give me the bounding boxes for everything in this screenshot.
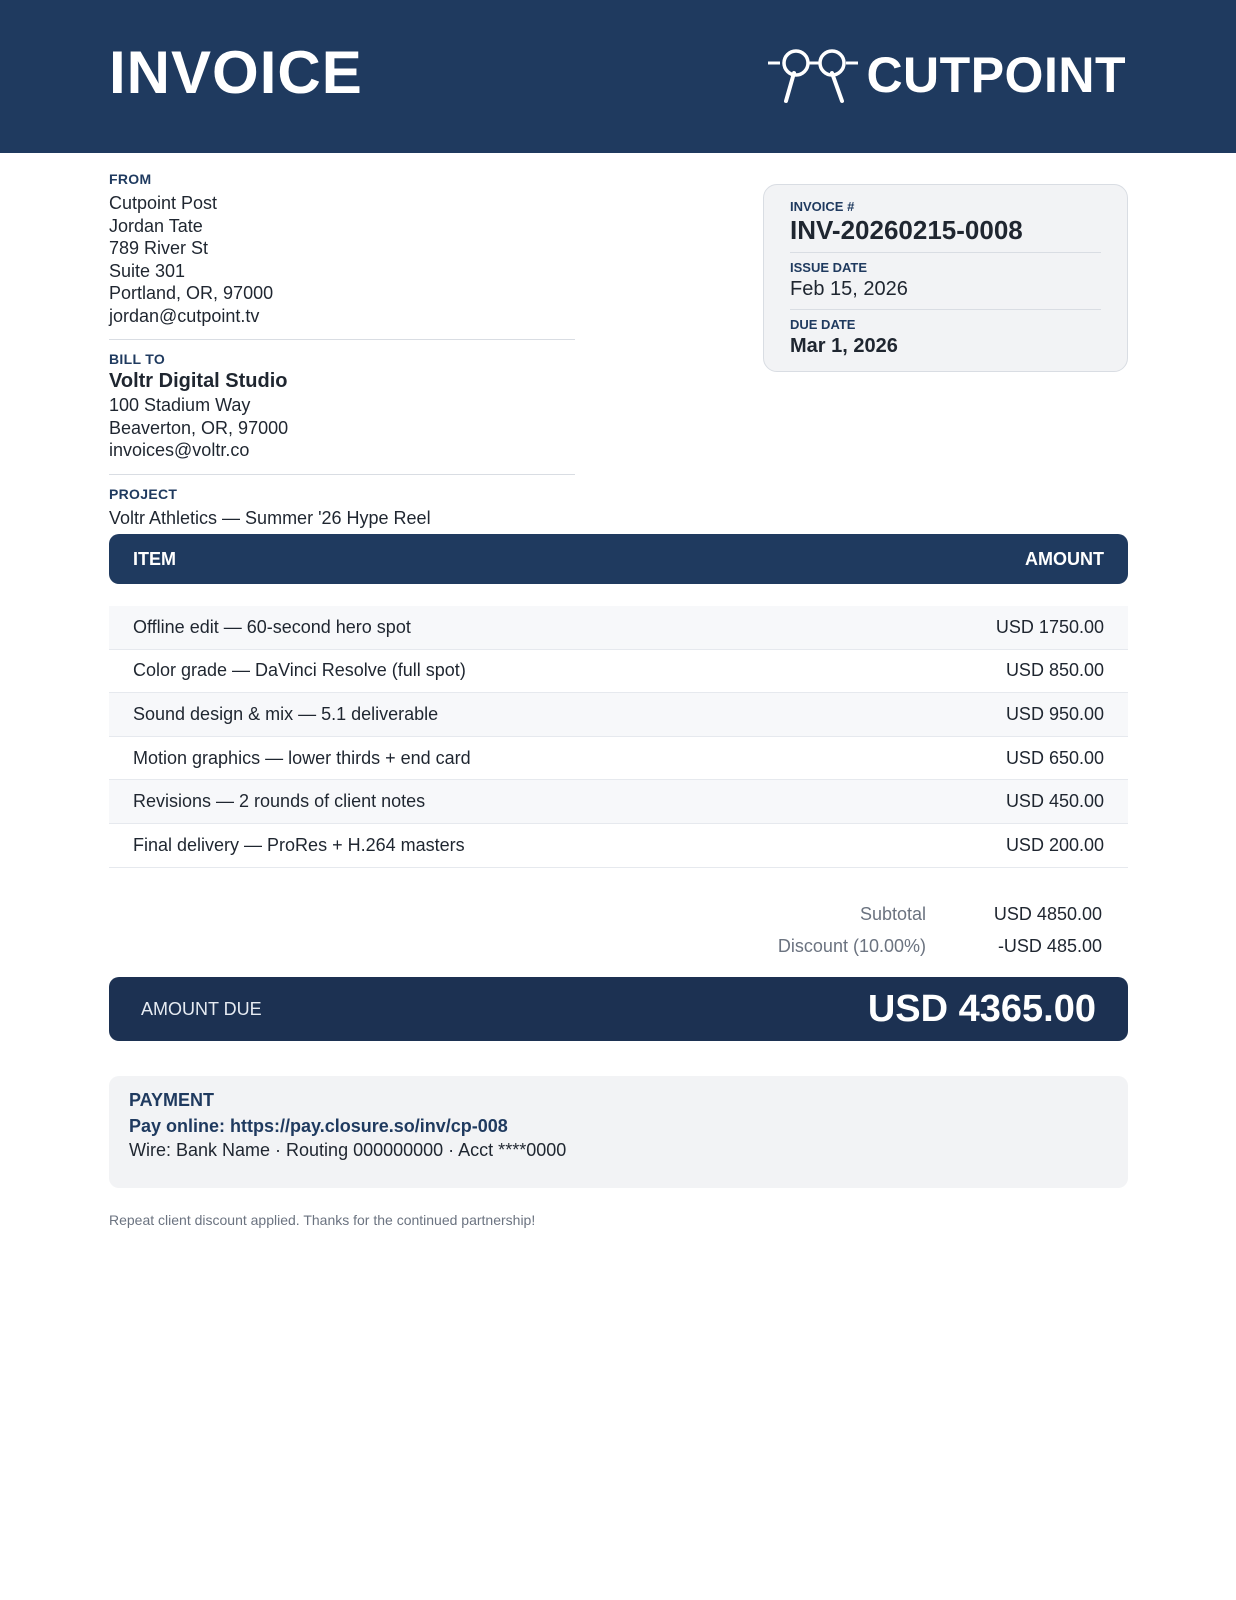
- issue-date: Feb 15, 2026: [790, 278, 908, 300]
- item-description: Color grade — DaVinci Resolve (full spot): [133, 660, 466, 681]
- from-address1: 789 River St: [109, 238, 209, 258]
- bill-to-address1: 100 Stadium Way: [109, 395, 251, 415]
- item-amount: USD 1750.00: [995, 616, 1104, 637]
- item-amount: USD 450.00: [1005, 791, 1104, 812]
- invoice-number: INV-20260215-0008: [790, 215, 1023, 245]
- table-row: [109, 780, 1128, 824]
- line-items-header: [109, 534, 1128, 584]
- item-amount: USD 950.00: [1005, 703, 1104, 724]
- item-description: Final delivery — ProRes + H.264 masters: [133, 834, 465, 855]
- invoice-number-label: INVOICE #: [790, 199, 855, 214]
- bill-to-company: Voltr Digital Studio: [109, 370, 288, 392]
- invoice-meta-card: [763, 184, 1128, 372]
- due-date-label: DUE DATE: [790, 317, 856, 332]
- project-name: Voltr Athletics — Summer '26 Hype Reel: [109, 507, 431, 528]
- parties-section: [109, 170, 575, 529]
- amount-due-bar: [109, 977, 1128, 1041]
- table-row: [109, 693, 1128, 737]
- bill-to-label: BILL TO: [109, 351, 166, 367]
- footer-note: Repeat client discount applied. Thanks for the continued partnership!: [109, 1212, 536, 1228]
- project-label: PROJECT: [109, 485, 178, 502]
- item-amount: USD 850.00: [1005, 660, 1104, 681]
- subtotal-value: USD 4850.00: [993, 903, 1102, 924]
- from-email: jordan@cutpoint.tv: [109, 305, 260, 326]
- table-row: [109, 824, 1128, 868]
- pay-online-link[interactable]: Pay online: https://pay.closure.so/inv/cp-008: [129, 1116, 508, 1136]
- glasses-logo-icon: [766, 45, 862, 105]
- item-description: Sound design & mix — 5.1 deliverable: [133, 703, 439, 724]
- item-description: Offline edit — 60-second hero spot: [133, 616, 411, 637]
- from-city: Portland, OR, 97000: [109, 283, 274, 303]
- divider: [109, 339, 575, 340]
- table-row: [109, 650, 1128, 694]
- from-label: FROM: [109, 171, 152, 187]
- item-amount: USD 650.00: [1005, 747, 1104, 768]
- bill-to-email: invoices@voltr.co: [109, 440, 250, 460]
- from-name: Jordan Tate: [109, 215, 203, 236]
- subtotal-label: Subtotal: [859, 903, 926, 924]
- amount-due-value: USD 4365.00: [867, 987, 1096, 1030]
- item-description: Motion graphics — lower thirds + end card: [133, 747, 471, 768]
- brand-name: CUTPOINT: [866, 47, 1126, 103]
- due-date: Mar 1, 2026: [790, 335, 898, 357]
- payment-section: [109, 1076, 1128, 1188]
- amount-due-label: AMOUNT DUE: [141, 998, 262, 1019]
- table-row: [109, 737, 1128, 781]
- discount-value: -USD 485.00: [997, 935, 1102, 956]
- subtotal-row: [502, 898, 1102, 930]
- item-description: Revisions — 2 rounds of client notes: [133, 791, 426, 812]
- invoice-header: [0, 0, 1236, 153]
- amount-column-header: AMOUNT: [1025, 548, 1104, 569]
- wire-details: Wire: Bank Name · Routing 000000000 · Acct ****0000: [129, 1140, 567, 1160]
- line-items-table: [109, 606, 1128, 868]
- discount-row: [502, 930, 1102, 962]
- issue-date-label: ISSUE DATE: [790, 260, 868, 275]
- discount-label: Discount (10.00%): [777, 935, 926, 956]
- payment-label: PAYMENT: [129, 1090, 215, 1110]
- item-column-header: ITEM: [133, 548, 176, 569]
- table-row: [109, 606, 1128, 650]
- divider: [790, 309, 1101, 310]
- from-company: Cutpoint Post: [109, 193, 218, 213]
- item-amount: USD 200.00: [1005, 834, 1104, 855]
- totals-section: [502, 898, 1102, 962]
- brand: [766, 44, 1126, 106]
- bill-to-city: Beaverton, OR, 97000: [109, 417, 289, 438]
- invoice-title: INVOICE: [109, 39, 363, 106]
- from-address2: Suite 301: [109, 260, 186, 281]
- divider: [790, 252, 1101, 253]
- divider: [109, 474, 575, 475]
